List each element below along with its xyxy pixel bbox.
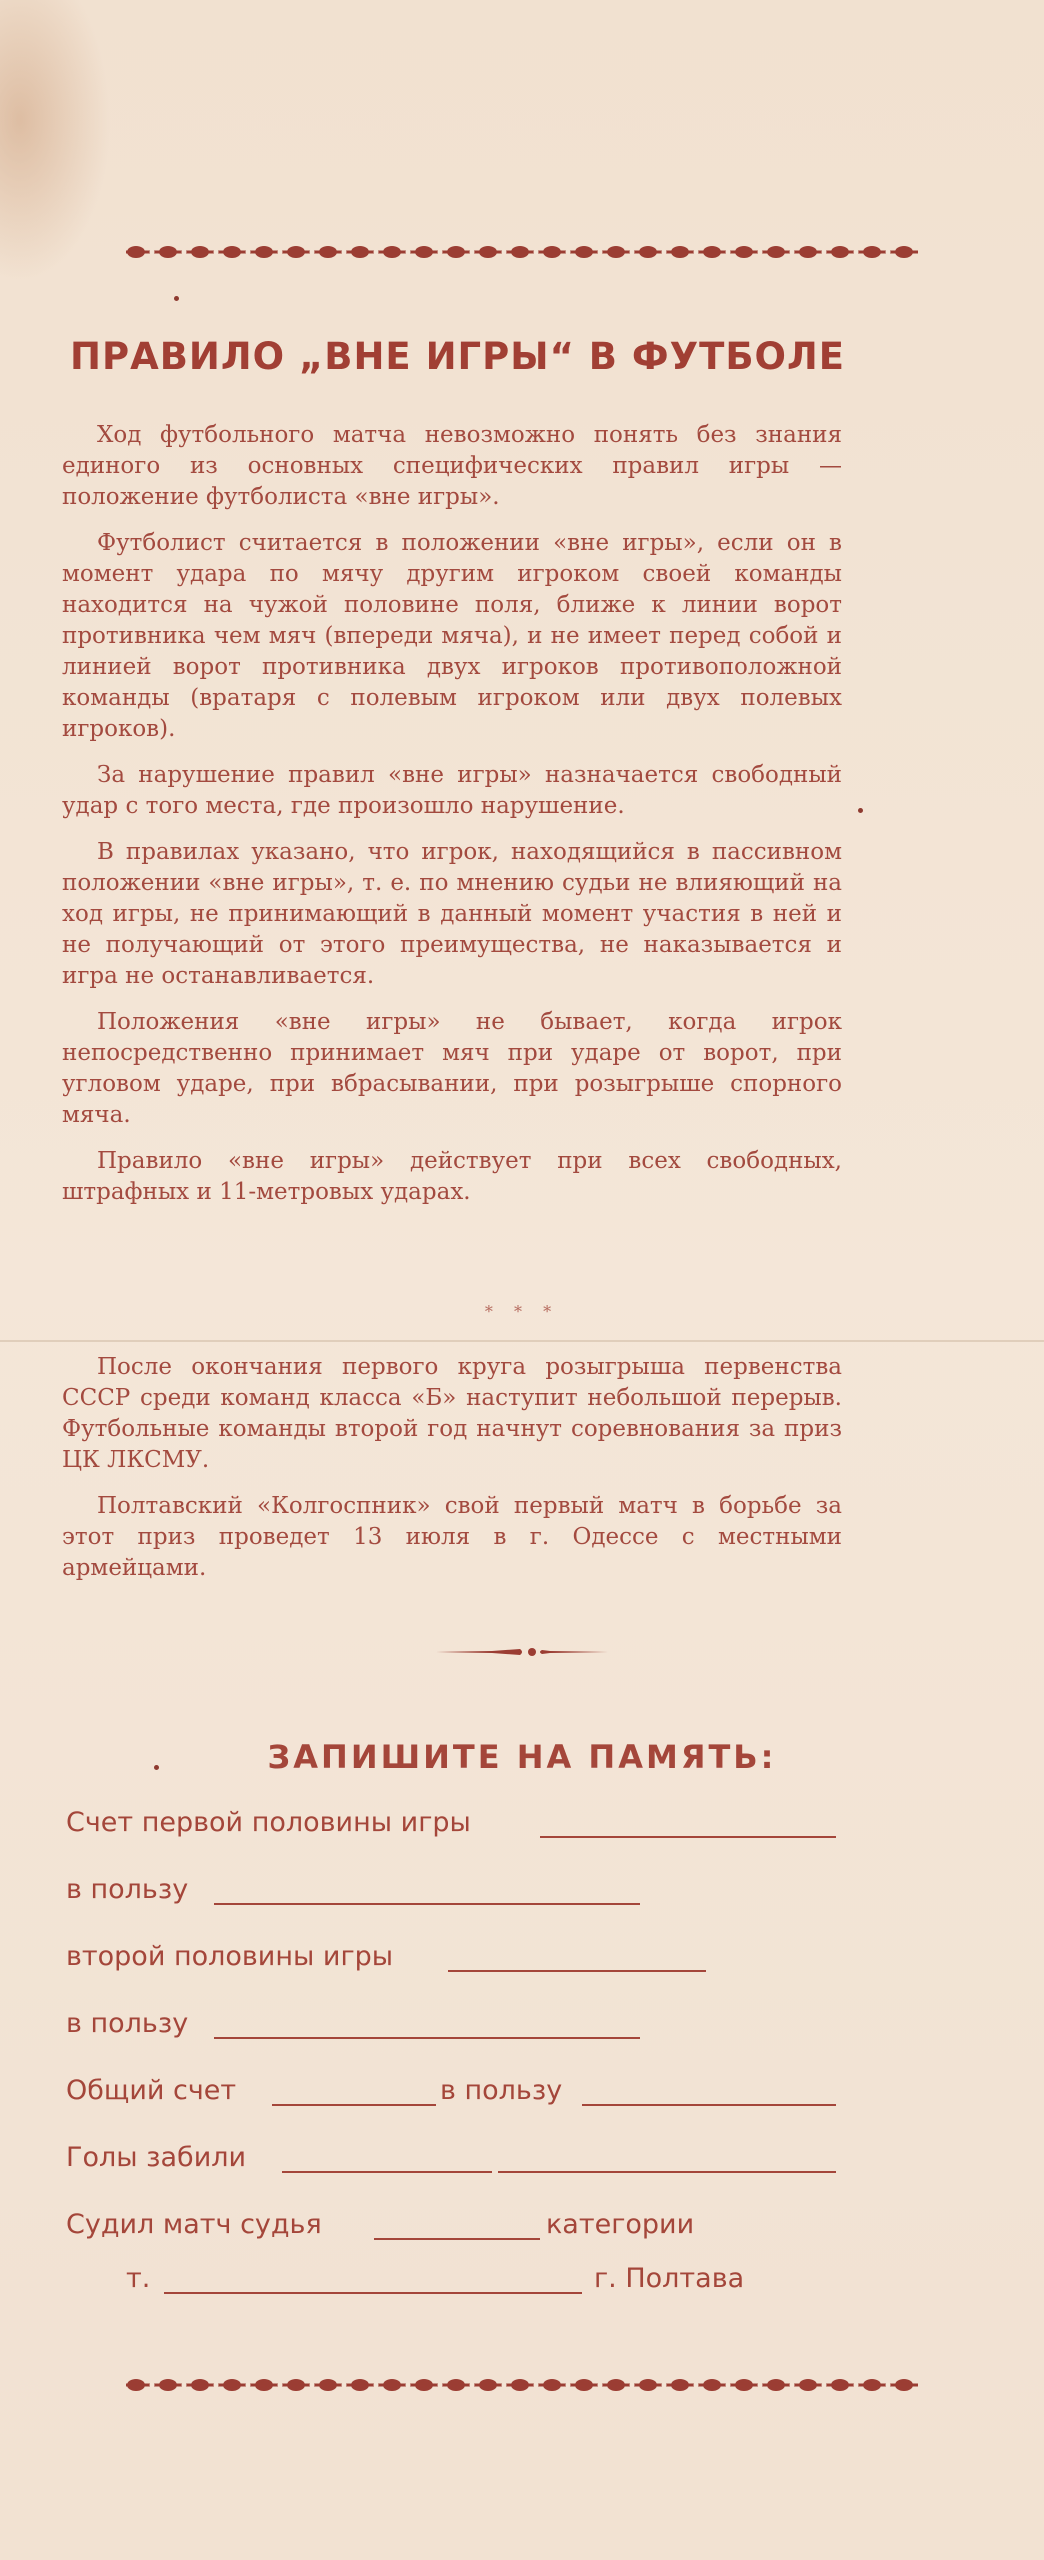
article-title: ПРАВИЛО „ВНЕ ИГРЫ“ В ФУТБОЛЕ <box>70 335 845 378</box>
total-favor-field[interactable] <box>582 2104 836 2106</box>
top-ornament <box>0 240 1044 264</box>
memo-title: ЗАПИШИТЕ НА ПАМЯТЬ: <box>267 1738 777 1776</box>
referee-row <box>0 2205 1044 2253</box>
total-score-field[interactable] <box>272 2104 436 2106</box>
first-half-score-field[interactable] <box>540 1836 836 1838</box>
ink-speck <box>858 808 863 813</box>
total-score-row <box>0 2071 1044 2119</box>
in-favor-label: в пользу <box>66 1874 189 1905</box>
referee-label: Судил матч судья <box>66 2209 322 2240</box>
ornament-divider <box>432 1645 612 1659</box>
goals-row <box>0 2138 1044 2186</box>
bottom-ornament <box>0 2373 1044 2397</box>
ornament-border-top <box>122 240 922 264</box>
t-prefix-label: т. <box>126 2263 151 2294</box>
article-paragraph-2: Футболист считается в положении «вне игры», если он в момент удара по мячу другим игроком своей команды находится на чужой половине поля, ближе к линии ворот противника чем мяч (впереди мяча), и не имеет перед собой и линией ворот противника двух игроков противоположной команды (вратаря с полевым игроком или двух полевых игроков). <box>62 530 842 742</box>
city-label: г. Полтава <box>594 2263 745 2294</box>
article-paragraph-4: В правилах указано, что игрок, находящийся в пассивном положении «вне игры», т. е. по мнению судьи не влияющий на ход игры, не принимающий в данный момент участия в ней и не получающий от этого преимущества, не наказывается и игра не останавливается. <box>62 839 842 989</box>
first-half-label: Счет первой половины игры <box>66 1807 471 1838</box>
article-paragraph-6: Правило «вне игры» действует при всех свободных, штрафных и 11-метровых ударах. <box>62 1148 842 1205</box>
first-half-favor-row <box>0 1870 1044 1918</box>
first-half-row <box>0 1803 1044 1851</box>
article-body <box>62 420 842 1223</box>
category-label: категории <box>546 2209 695 2240</box>
second-half-favor-row <box>0 2004 1044 2052</box>
ink-speck <box>174 296 179 301</box>
news-paragraph-2: Полтавский «Колгоспник» свой первый матч в борьбе за этот приз проведет 13 июля в г. Одессе с местными армейцами. <box>62 1493 842 1581</box>
first-half-favor-field[interactable] <box>214 1903 640 1905</box>
article-paragraph-3: За нарушение правил «вне игры» назначается свободный удар с того места, где произошло нарушение. <box>62 762 842 819</box>
goals-field-1[interactable] <box>282 2171 492 2173</box>
referee-name-field[interactable] <box>374 2238 540 2240</box>
ink-speck <box>154 1765 159 1770</box>
goals-label: Голы забили <box>66 2142 247 2173</box>
news-paragraph-1: После окончания первого круга розыгрыша первенства СССР среди команд класса «Б» наступит небольшой перерыв. Футбольные команды второй год начнут соревнования за приз ЦК ЛКСМУ. <box>62 1354 842 1473</box>
article-paragraph-5: Положения «вне игры» не бывает, когда игрок непосредственно принимает мяч при ударе от ворот, при угловом ударе, при вбрасывании, при розыгрыше спорного мяча. <box>62 1009 842 1128</box>
center-ornament <box>0 1645 1044 1659</box>
second-half-favor-field[interactable] <box>214 2037 640 2039</box>
venue-row <box>0 2259 1044 2307</box>
section-separator: * * * <box>484 1302 560 1321</box>
in-favor-label: в пользу <box>66 2008 189 2039</box>
second-half-score-field[interactable] <box>448 1970 706 1972</box>
in-favor-label: в пользу <box>440 2075 563 2106</box>
goals-field-2[interactable] <box>498 2171 836 2173</box>
ornament-border-bottom <box>122 2373 922 2397</box>
article-paragraph-1: Ход футбольного матча невозможно понять без знания единого из основных специфических правил игры — положение футболиста «вне игры». <box>62 422 842 510</box>
news-body <box>62 1352 842 1599</box>
paper-fold-line <box>0 1340 1044 1342</box>
date-field[interactable] <box>164 2292 582 2294</box>
second-half-row <box>0 1937 1044 1985</box>
total-score-label: Общий счет <box>66 2075 237 2106</box>
second-half-label: второй половины игры <box>66 1941 394 1972</box>
